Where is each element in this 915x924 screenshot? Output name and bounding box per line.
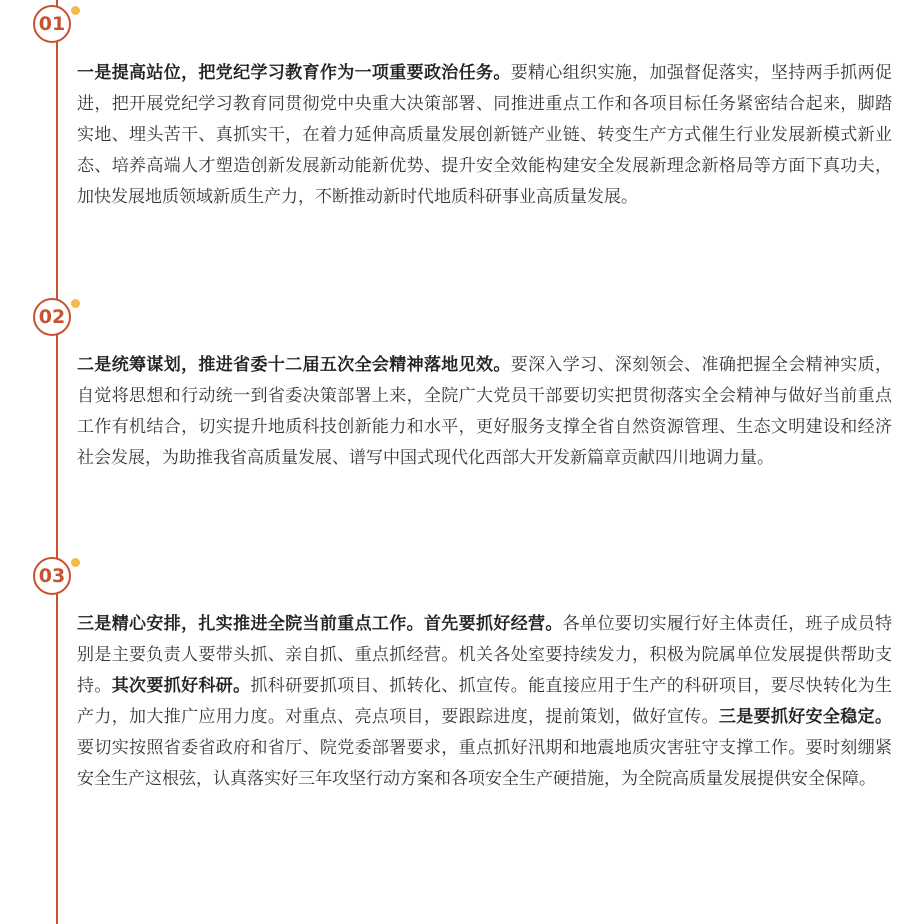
section-subheading: 其次要抓好科研。 [111, 676, 251, 696]
badge-dot-icon [71, 6, 80, 15]
section-number: 02 [38, 306, 66, 328]
section-number-badge [33, 298, 71, 336]
section-paragraph [77, 609, 892, 795]
badge-dot-icon [71, 558, 80, 567]
section-heading: 一是提高站位，把党纪学习教育作为一项重要政治任务。 [77, 63, 511, 83]
timeline-line [56, 0, 58, 924]
section-number: 03 [38, 565, 66, 587]
section-body-text: 要深入学习、深刻领会、准确把握全会精神实质，自觉将思想和行动统一到省委决策部署上来，全院广大党员干部要切实把贯彻落实全会精神与做好当前重点工作有机结合，切实提升地质科技创新能力和水平，更好服务支撑全省自然资源管理、生态文明建设和经济社会发展，为助推我省高质量发展、谱写中国式现代化西部大开发新篇章贡献四川地调力量。 [77, 355, 893, 468]
section-body-text: 各单位要切实履行好主体责任，班子成员特别是主要负责人要带头抓、亲自抓、重点抓经营。机关各处室要持续发力，积极为院属单位发展提供帮助支持。 [77, 614, 893, 696]
section-paragraph [77, 58, 892, 213]
section-heading: 三是精心安排，扎实推进全院当前重点工作。首先要抓好经营。 [77, 614, 563, 634]
section-body-text: 要切实按照省委省政府和省厅、院党委部署要求，重点抓好汛期和地震地质灾害驻守支撑工作。要时刻绷紧安全生产这根弦，认真落实好三年攻坚行动方案和各项安全生产硬措施，为全院高质量发展提供安全保障。 [77, 738, 892, 789]
section-subheading: 三是要抓好安全稳定。 [718, 707, 893, 727]
badge-dot-icon [71, 299, 80, 308]
section-body-text: 抓科研要抓项目、抓转化、抓宣传。能直接应用于生产的科研项目，要尽快转化为生产力，加大推广应用力度。对重点、亮点项目，要跟踪进度，提前策划，做好宣传。 [77, 676, 893, 727]
section-paragraph [77, 350, 892, 474]
section-body-text: 要精心组织实施，加强督促落实，坚持两手抓两促进，把开展党纪学习教育同贯彻党中央重大决策部署、同推进重点工作和各项目标任务紧密结合起来，脚踏实地、埋头苦干、真抓实干，在着力延伸高质量发展创新链产业链、转变生产方式催生行业发展新模式新业态、培养高端人才塑造创新发展新动能新优势、提升安全效能构建安全发展新理念新格局等方面下真功夫，加快发展地质领域新质生产力，不断推动新时代地质科研事业高质量发展。 [77, 63, 893, 207]
section-number-badge [33, 5, 71, 43]
section-heading: 二是统筹谋划，推进省委十二届五次全会精神落地见效。 [77, 355, 511, 375]
section-number: 01 [38, 13, 66, 35]
section-number-badge [33, 557, 71, 595]
